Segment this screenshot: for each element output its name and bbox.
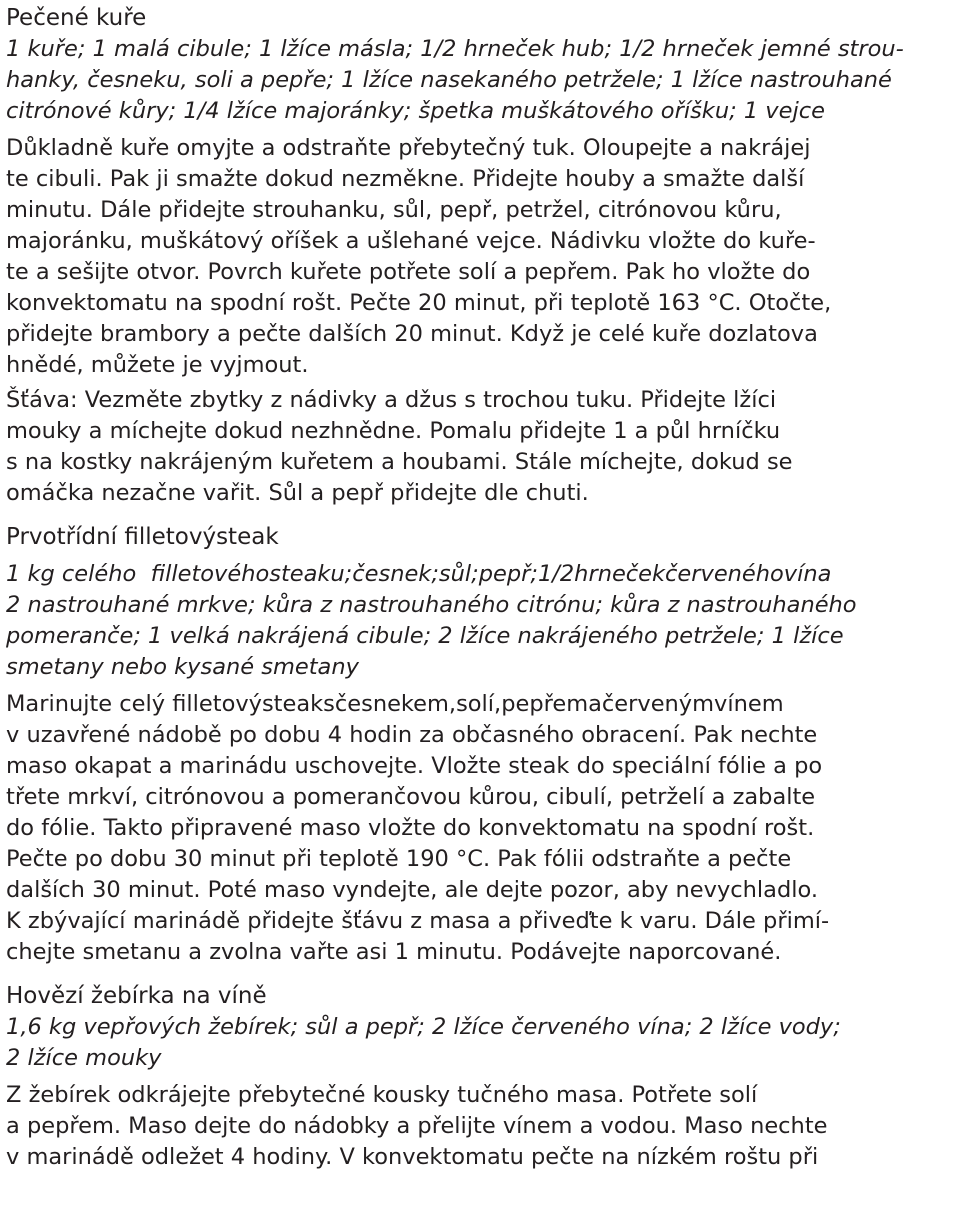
section-spacer <box>6 513 954 523</box>
ingredients-line: 1,6 kg vepřových žebírek; sůl a pepř; 2 lžíce červeného vína; 2 lžíce vody; <box>6 1014 841 1040</box>
text-line: majoránku, muškátový oříšek a ušlehané vejce. Nádivku vložte do kuře- <box>6 228 816 254</box>
text-line: Pečte po dobu 30 minut při teplotě 190 °C. Pak fólii odstraňte a pečte <box>6 846 792 872</box>
text-line: maso okapat a marinádu uschovejte. Vložte steak do speciální fólie a po <box>6 753 823 779</box>
text-line: mouky a míchejte dokud nezhnědne. Pomalu přidejte 1 a půl hrníčku <box>6 418 781 444</box>
sauce-paragraph <box>6 385 954 509</box>
text-line: minutu. Dále přidejte strouhanku, sůl, pepř, petržel, citrónovou kůru, <box>6 197 782 223</box>
text-line: třete mrkví, citrónovou a pomerančovou kůrou, cibulí, petrželí a zabalte <box>6 784 816 810</box>
ingredients-line: 2 nastrouhané mrkve; kůra z nastrouhaného citrónu; kůra z nastrouhaného <box>6 592 857 618</box>
text-line: a pepřem. Maso dejte do nádobky a přelijte vínem a vodou. Maso nechte <box>6 1113 828 1139</box>
ingredients-line: 1 kg celého filletovéhosteaku;česnek;sůl;pepř;1/2hrnečekčervenéhovína <box>6 561 832 587</box>
ingredients-line: hanky, česneku, soli a pepře; 1 lžíce nasekaného petržele; 1 lžíce nastrouhané <box>6 67 892 93</box>
ingredients-line: citrónové kůry; 1/4 lžíce majoránky; špetka muškátového oříšku; 1 vejce <box>6 98 825 124</box>
ingredients-list <box>6 559 954 683</box>
text-line: do fólie. Takto připravené maso vložte do konvektomatu na spodní rošt. <box>6 815 815 841</box>
ingredients-list <box>6 34 954 127</box>
instructions-paragraph <box>6 689 954 968</box>
section-spacer <box>6 972 954 982</box>
text-line: K zbývající marinádě přidejte šťávu z masa a přiveďte k varu. Dále přimí- <box>6 908 830 934</box>
text-line: te a sešijte otvor. Povrch kuřete potřete solí a pepřem. Pak ho vložte do <box>6 259 811 285</box>
text-line: Z žebírek odkrájejte přebytečné kousky tučného masa. Potřete solí <box>6 1082 758 1108</box>
text-line: omáčka nezačne vařit. Sůl a pepř přidejte dle chuti. <box>6 480 589 506</box>
text-line: Důkladně kuře omyjte a odstraňte přebytečný tuk. Oloupejte a nakrájej <box>6 135 811 161</box>
text-line: Šťáva: Vezměte zbytky z nádivky a džus s trochou tuku. Přidejte lžíci <box>6 387 777 413</box>
ingredients-line: pomeranče; 1 velká nakrájená cibule; 2 lžíce nakrájeného petržele; 1 lžíce <box>6 623 844 649</box>
text-line: v uzavřené nádobě po dobu 4 hodin za občasného obracení. Pak nechte <box>6 722 818 748</box>
recipe-title: Pečené kuře <box>6 5 147 31</box>
text-line: přidejte brambory a pečte dalších 20 minut. Když je celé kuře dozlatova <box>6 321 818 347</box>
text-line: s na kostky nakrájeným kuřetem a houbami. Stále míchejte, dokud se <box>6 449 793 475</box>
instructions-paragraph <box>6 1080 954 1173</box>
instructions-paragraph <box>6 133 954 381</box>
text-line: chejte smetanu a zvolna vařte asi 1 minutu. Podávejte naporcované. <box>6 939 782 965</box>
text-line: te cibuli. Pak ji smažte dokud nezměkne. Přidejte houby a smažte další <box>6 166 805 192</box>
text-line: hnědé, můžete je vyjmout. <box>6 352 309 378</box>
recipe-hovezi-zebirka <box>6 982 954 1173</box>
recipe-title: Hovězí žebírka na víně <box>6 983 267 1009</box>
text-line: v marinádě odležet 4 hodiny. V konvektomatu pečte na nízkém roštu při <box>6 1144 819 1170</box>
text-line: dalších 30 minut. Poté maso vyndejte, ale dejte pozor, aby nevychladlo. <box>6 877 819 903</box>
recipe-filletovy-steak <box>6 523 954 968</box>
text-line: konvektomatu na spodní rošt. Pečte 20 minut, při teplotě 163 °C. Otočte, <box>6 290 832 316</box>
recipe-pecene-kure <box>6 4 954 509</box>
ingredients-list <box>6 1012 954 1074</box>
ingredients-line: 1 kuře; 1 malá cibule; 1 lžíce másla; 1/2 hrneček hub; 1/2 hrneček jemné strou- <box>6 36 904 62</box>
text-line: Marinujte celý filletovýsteaksčesnekem,solí,pepřemačervenýmvínem <box>6 691 784 717</box>
ingredients-line: 2 lžíce mouky <box>6 1045 162 1071</box>
recipe-title: Prvotřídní filletovýsteak <box>6 524 279 550</box>
ingredients-line: smetany nebo kysané smetany <box>6 654 359 680</box>
